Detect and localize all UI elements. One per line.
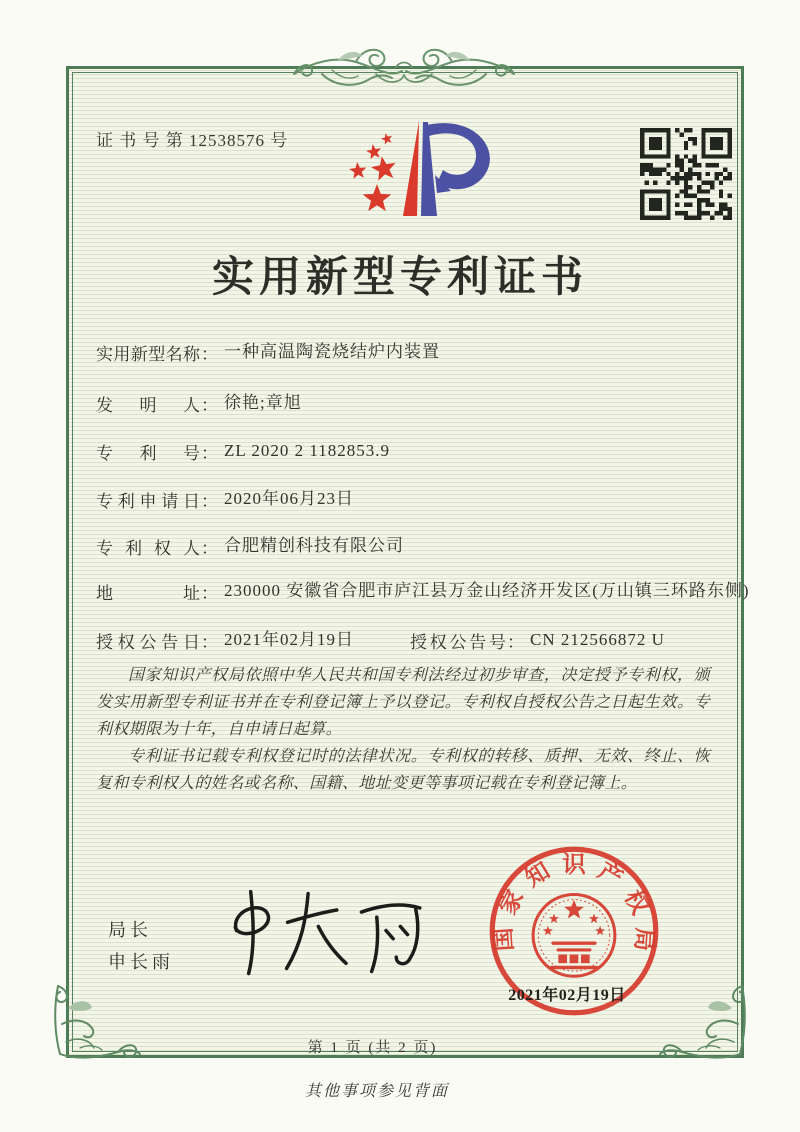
legal-paragraph-1: 国家知识产权局依照中华人民共和国专利法经过初步审查，决定授予专利权，颁发实用新型专利证书并在专利登记簿上予以登记。专利权自授权公告之日起生效。专利权期限为十年，自申请日起算。 [96,667,710,738]
field-label: 发明人 [96,396,200,415]
field-row-patent-no [96,439,756,464]
field-value: 合肥精创科技有限公司 [224,536,404,555]
signature-icon [222,880,427,980]
page-number: 第 1 页 (共 2 页) [307,1040,438,1056]
colon: ： [201,345,218,364]
field-row-patentee [96,534,756,559]
field-label: 专利申请日 [96,492,200,511]
bottom-left-corner-ornament-icon [46,984,142,1070]
field-value: 2021年02月19日 [224,630,354,649]
field-row-grant [96,628,756,653]
colon: ： [507,633,524,652]
colon: ： [201,396,218,415]
colon: ： [201,633,218,652]
field-row-filing-date [96,487,756,512]
legal-text-block [96,662,710,797]
field-value: CN 212566872 U [530,630,665,649]
field-label: 专利号 [96,444,200,463]
field-label: 授权公告号 [410,633,506,652]
field-value: 230000 安徽省合肥市庐江县万金山经济开发区(万山镇三环路东侧) [224,581,750,600]
seal-text: 国家知识产权局 [490,852,658,952]
field-label: 实用新型名称 [96,345,200,364]
seal-date: 2021年02月19日 [508,987,626,1004]
field-row-address [96,579,756,604]
top-border-ornament-icon [292,40,516,102]
field-row-name [96,340,756,365]
field-row-inventor [96,391,756,416]
commissioner-name: 申长雨 [108,952,174,972]
colon: ： [201,539,218,558]
certificate-title: 实用新型专利证书 [211,255,588,301]
field-value: 2020年06月23日 [224,489,354,508]
qr-code [640,128,732,220]
bottom-right-corner-ornament-icon [658,984,754,1070]
field-pair-grant-no [410,628,665,653]
legal-paragraph-2: 专利证书记载专利权登记时的法律状况。专利权的转移、质押、无效、终止、恢复和专利权人的姓名或名称、国籍、地址变更等事项记载在专利登记簿上。 [96,748,710,792]
colon: ： [201,584,218,603]
cnipa-logo-icon [343,118,499,220]
certificate-number: 证 书 号 第 12538576 号 [96,131,289,150]
field-label: 地址 [96,584,200,603]
field-label: 授权公告日 [96,633,200,652]
commissioner-title: 局长 [108,920,152,940]
field-value: 一种高温陶瓷烧结炉内装置 [224,342,440,361]
field-label: 专利权人 [96,539,200,558]
field-value: 徐艳;章旭 [224,393,302,412]
colon: ： [201,492,218,511]
national-emblem-icon [533,894,615,976]
field-value: ZL 2020 2 1182853.9 [224,441,391,460]
qr-code-pattern [640,128,732,220]
back-side-note: 其他事项参见背面 [304,1083,449,1100]
colon: ： [201,444,218,463]
